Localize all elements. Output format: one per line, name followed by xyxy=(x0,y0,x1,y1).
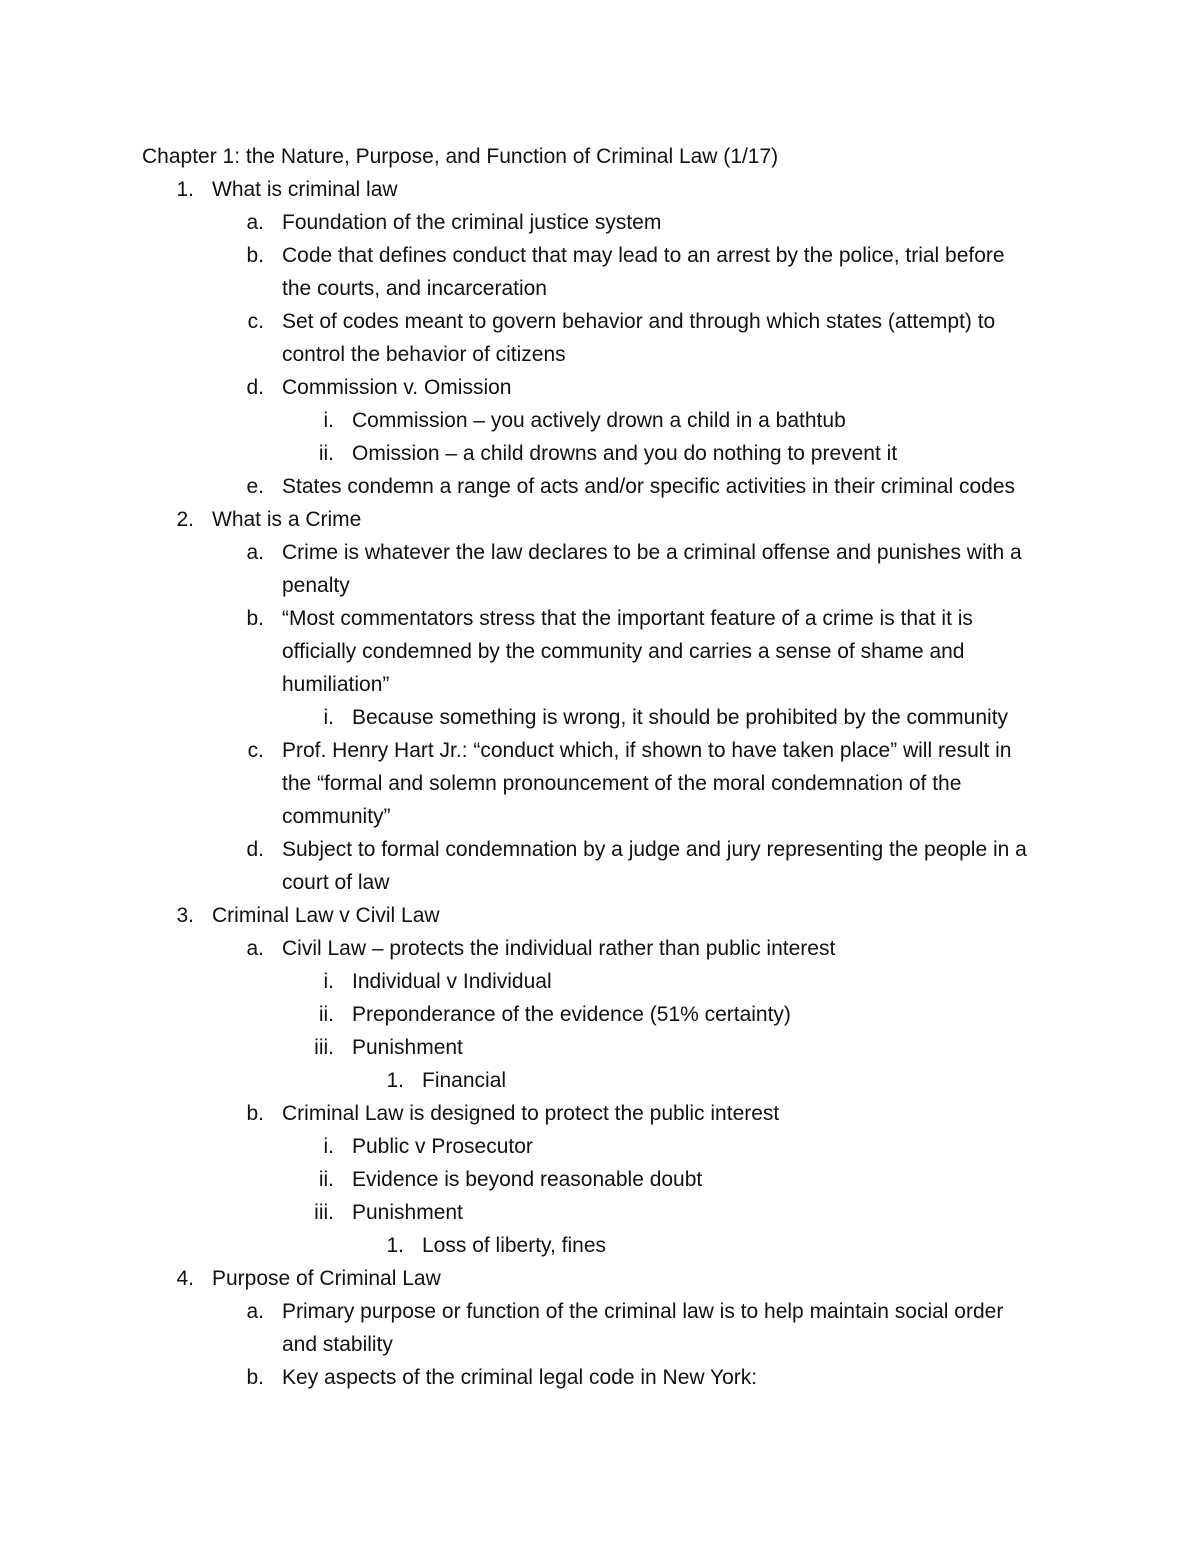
outline-marker: i. xyxy=(323,1135,334,1158)
outline-text: Financial xyxy=(422,1069,507,1092)
outline-marker: 4. xyxy=(176,1267,194,1290)
outline-continuation xyxy=(0,866,1200,899)
outline-item xyxy=(0,932,1200,965)
outline-marker: b. xyxy=(246,1366,264,1389)
outline-text: What is a Crime xyxy=(212,508,362,531)
outline-text: court of law xyxy=(282,871,390,894)
outline-marker: iii. xyxy=(314,1201,334,1224)
outline-continuation xyxy=(0,800,1200,833)
outline-marker: ii. xyxy=(318,1168,334,1191)
outline-item xyxy=(0,899,1200,932)
document-title-text: Chapter 1: the Nature, Purpose, and Function of Criminal Law (1/17) xyxy=(142,145,779,168)
outline-marker: e. xyxy=(246,475,264,498)
outline-text: Criminal Law v Civil Law xyxy=(212,904,440,927)
outline-text: Evidence is beyond reasonable doubt xyxy=(352,1168,703,1191)
outline-marker: ii. xyxy=(318,442,334,465)
outline-text: Commission v. Omission xyxy=(282,376,512,399)
outline-continuation xyxy=(0,272,1200,305)
outline-text: the “formal and solemn pronouncement of the moral condemnation of the xyxy=(282,772,962,795)
outline-item xyxy=(0,1262,1200,1295)
outline-item xyxy=(0,1196,1200,1229)
outline-marker: b. xyxy=(246,607,264,630)
outline-item xyxy=(0,404,1200,437)
outline-text: What is criminal law xyxy=(212,178,398,201)
outline-marker: iii. xyxy=(314,1036,334,1059)
outline-text: Foundation of the criminal justice system xyxy=(282,211,662,234)
outline-marker: a. xyxy=(246,541,264,564)
outline-text: Set of codes meant to govern behavior and through which states (attempt) to xyxy=(282,310,996,333)
outline-item xyxy=(0,239,1200,272)
outline-text: Punishment xyxy=(352,1201,463,1224)
outline-text: control the behavior of citizens xyxy=(282,343,566,366)
outline-text: and stability xyxy=(282,1333,393,1356)
outline-text: Crime is whatever the law declares to be a criminal offense and punishes with a xyxy=(282,541,1022,564)
outline-item xyxy=(0,1064,1200,1097)
outline-text: Public v Prosecutor xyxy=(352,1135,533,1158)
outline-marker: i. xyxy=(323,970,334,993)
outline-text: Punishment xyxy=(352,1036,463,1059)
outline-item xyxy=(0,965,1200,998)
outline-item xyxy=(0,1295,1200,1328)
outline-marker: 1. xyxy=(386,1069,404,1092)
outline-continuation xyxy=(0,1328,1200,1361)
outline-marker: a. xyxy=(246,211,264,234)
outline-item xyxy=(0,173,1200,206)
outline-marker: c. xyxy=(247,310,264,333)
outline-text: Purpose of Criminal Law xyxy=(212,1267,441,1290)
outline-marker: ii. xyxy=(318,1003,334,1026)
outline-text: Because something is wrong, it should be prohibited by the community xyxy=(352,706,1009,729)
outline-item xyxy=(0,536,1200,569)
outline-item xyxy=(0,1031,1200,1064)
outline-text: officially condemned by the community and carries a sense of shame and xyxy=(282,640,965,663)
outline-text: Prof. Henry Hart Jr.: “conduct which, if shown to have taken place” will result in xyxy=(282,739,1012,762)
outline-item xyxy=(0,1163,1200,1196)
outline-item xyxy=(0,602,1200,635)
outline-text: Preponderance of the evidence (51% certainty) xyxy=(352,1003,791,1026)
outline-item xyxy=(0,371,1200,404)
outline-text: Individual v Individual xyxy=(352,970,552,993)
outline-continuation xyxy=(0,338,1200,371)
outline-item xyxy=(0,998,1200,1031)
outline-text: “Most commentators stress that the important feature of a crime is that it is xyxy=(282,607,973,630)
outline-text: penalty xyxy=(282,574,350,597)
outline-continuation xyxy=(0,569,1200,602)
outline-text: Criminal Law is designed to protect the public interest xyxy=(282,1102,780,1125)
outline-item xyxy=(0,1361,1200,1394)
outline-text: community” xyxy=(282,805,391,828)
outline-item xyxy=(0,1130,1200,1163)
outline-marker: 1. xyxy=(176,178,194,201)
outline-marker: b. xyxy=(246,244,264,267)
outline-item xyxy=(0,503,1200,536)
outline-item xyxy=(0,470,1200,503)
outline-marker: d. xyxy=(246,838,264,861)
outline-text: Subject to formal condemnation by a judge and jury representing the people in a xyxy=(282,838,1027,861)
outline-marker: a. xyxy=(246,937,264,960)
outline-marker: c. xyxy=(247,739,264,762)
outline-marker: a. xyxy=(246,1300,264,1323)
outline-text: Key aspects of the criminal legal code in New York: xyxy=(282,1366,758,1389)
outline-text: Primary purpose or function of the criminal law is to help maintain social order xyxy=(282,1300,1004,1323)
outline-text: Loss of liberty, fines xyxy=(422,1234,607,1257)
outline-item xyxy=(0,305,1200,338)
outline-item xyxy=(0,734,1200,767)
outline-item xyxy=(0,701,1200,734)
outline-item xyxy=(0,1229,1200,1262)
outline-continuation xyxy=(0,767,1200,800)
outline-text: States condemn a range of acts and/or specific activities in their criminal codes xyxy=(282,475,1016,498)
outline-continuation xyxy=(0,668,1200,701)
outline-text: humiliation” xyxy=(282,673,390,696)
outline-text: the courts, and incarceration xyxy=(282,277,547,300)
outline-text: Commission – you actively drown a child in a bathtub xyxy=(352,409,846,432)
outline-item xyxy=(0,1097,1200,1130)
outline-text: Omission – a child drowns and you do nothing to prevent it xyxy=(352,442,898,465)
outline-item xyxy=(0,206,1200,239)
outline-marker: i. xyxy=(323,706,334,729)
outline-marker: i. xyxy=(323,409,334,432)
outline-marker: 3. xyxy=(176,904,194,927)
outline-marker: b. xyxy=(246,1102,264,1125)
outline-text: Civil Law – protects the individual rather than public interest xyxy=(282,937,836,960)
outline-marker: d. xyxy=(246,376,264,399)
outline-text: Code that defines conduct that may lead to an arrest by the police, trial before xyxy=(282,244,1005,267)
outline-item xyxy=(0,437,1200,470)
outline-marker: 1. xyxy=(386,1234,404,1257)
outline-marker: 2. xyxy=(176,508,194,531)
document-title xyxy=(0,140,1200,173)
outline-continuation xyxy=(0,635,1200,668)
outline-item xyxy=(0,833,1200,866)
